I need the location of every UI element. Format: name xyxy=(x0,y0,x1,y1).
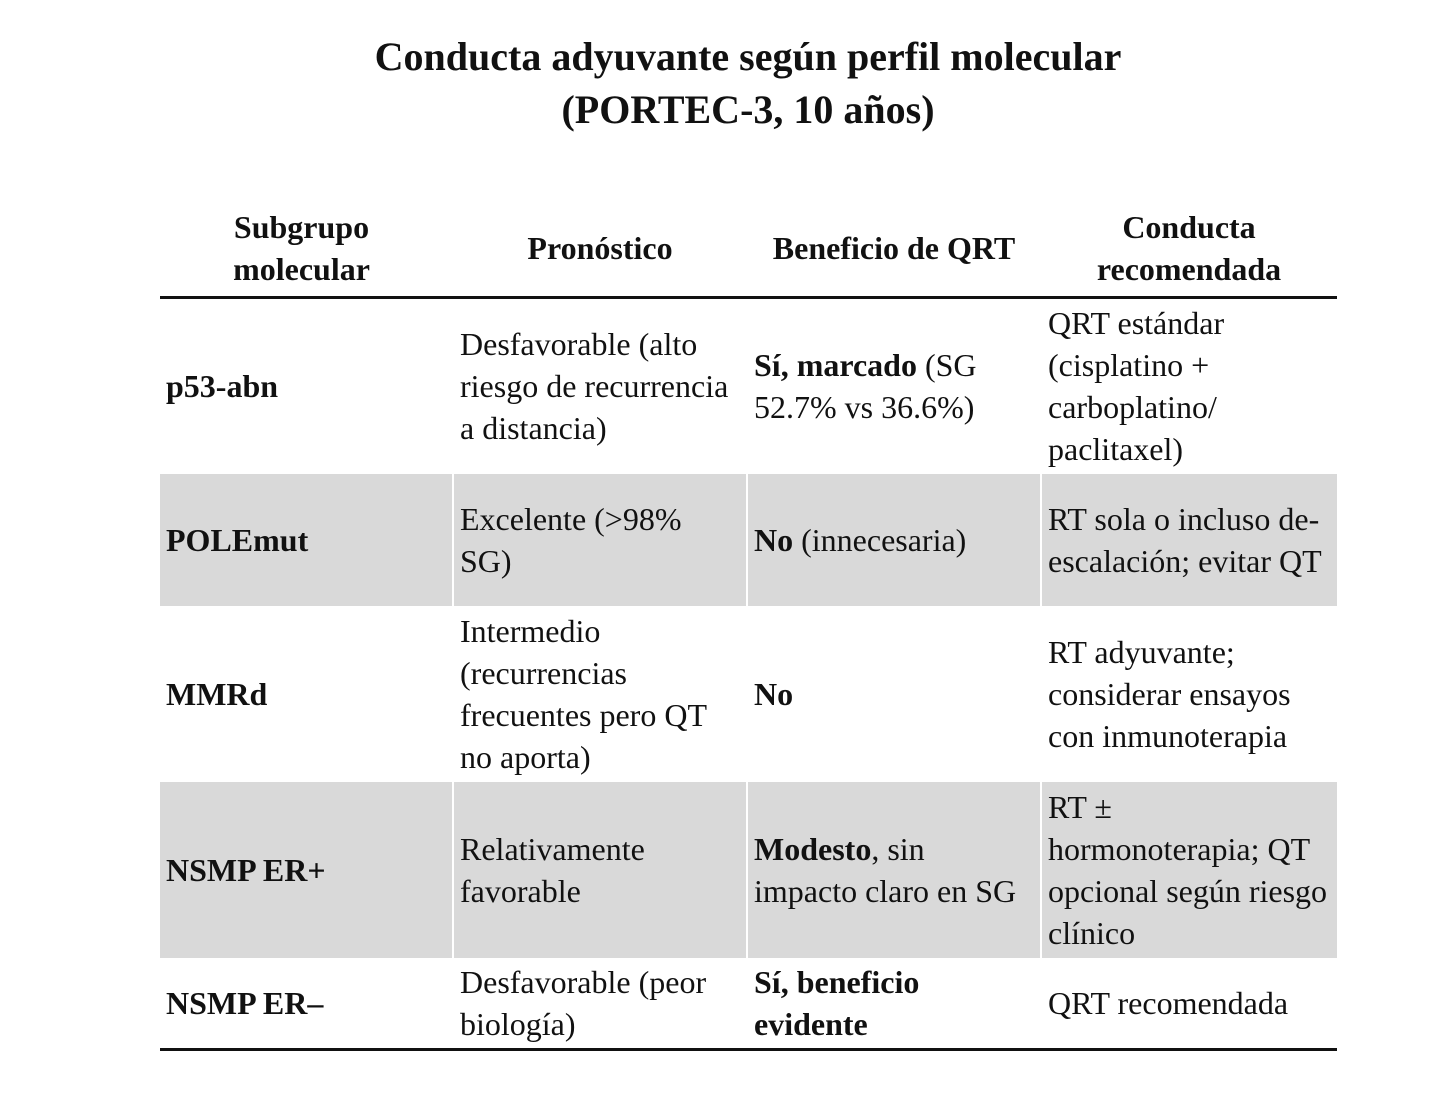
benefit-cell xyxy=(747,298,1041,474)
benefit-cell xyxy=(747,782,1041,958)
benefit-bold: Modesto xyxy=(754,830,872,867)
benefit-detail: (SG 52.7% vs 36.6%) xyxy=(754,347,977,426)
prognosis-cell: Intermedio (recurrencias frecuentes pero QT no aporta) xyxy=(453,606,747,782)
recommendation-cell: RT sola o incluso de-escalación; evitar QT xyxy=(1041,474,1337,606)
subgroup-cell: MMRd xyxy=(166,675,268,712)
table-row xyxy=(160,298,1337,474)
prognosis-cell: Excelente (>98% SG) xyxy=(453,474,747,606)
header-recommendation: Conducta recomendada xyxy=(1041,206,1337,298)
prognosis-cell: Relativamente favorable xyxy=(453,782,747,958)
table-header xyxy=(160,206,1337,298)
prognosis-cell: Desfavorable (peor biología) xyxy=(453,958,747,1050)
benefit-bold: Sí, marcado xyxy=(754,347,917,384)
table-row xyxy=(160,606,1337,782)
benefit-cell xyxy=(747,474,1041,606)
molecular-profile-table xyxy=(160,206,1337,1051)
benefit-bold: No xyxy=(754,521,794,558)
benefit-bold: Sí, beneficio evidente xyxy=(754,963,920,1042)
benefit-bold: No xyxy=(754,675,794,712)
subgroup-cell: p53-abn xyxy=(166,368,279,405)
subgroup-cell: NSMP ER– xyxy=(160,958,453,1050)
title-line-1: Conducta adyuvante según perfil molecular xyxy=(374,34,1122,79)
recommendation-cell: RT ± hormonoterapia; QT opcional según riesgo clínico xyxy=(1041,782,1337,958)
benefit-detail: , sin impacto claro en SG xyxy=(754,830,1017,909)
recommendation-cell: RT adyuvante; considerar ensayos con inmunoterapia xyxy=(1041,606,1337,782)
benefit-cell xyxy=(747,958,1041,1050)
header-subgroup: Subgrupo molecular xyxy=(160,206,453,298)
subgroup-cell: NSMP ER+ xyxy=(160,782,453,958)
recommendation-cell: QRT recomendada xyxy=(1041,958,1337,1050)
recommendation-cell: QRT estándar (cisplatino + carboplatino/ paclitaxel) xyxy=(1041,298,1337,474)
document-title xyxy=(0,30,1454,136)
subgroup-cell: POLEmut xyxy=(160,474,453,606)
header-benefit: Beneficio de QRT xyxy=(747,206,1041,298)
table-row xyxy=(160,474,1337,606)
table-row xyxy=(160,782,1337,958)
table-row xyxy=(160,958,1337,1050)
table-body xyxy=(160,298,1337,1050)
title-line-2: (PORTEC-3, 10 años) xyxy=(561,87,935,132)
header-row xyxy=(160,206,1337,298)
benefit-detail: (innecesaria) xyxy=(793,521,967,558)
benefit-cell xyxy=(747,606,1041,782)
prognosis-cell: Desfavorable (alto riesgo de recurrencia a distancia) xyxy=(453,298,747,474)
header-prognosis: Pronóstico xyxy=(453,206,747,298)
